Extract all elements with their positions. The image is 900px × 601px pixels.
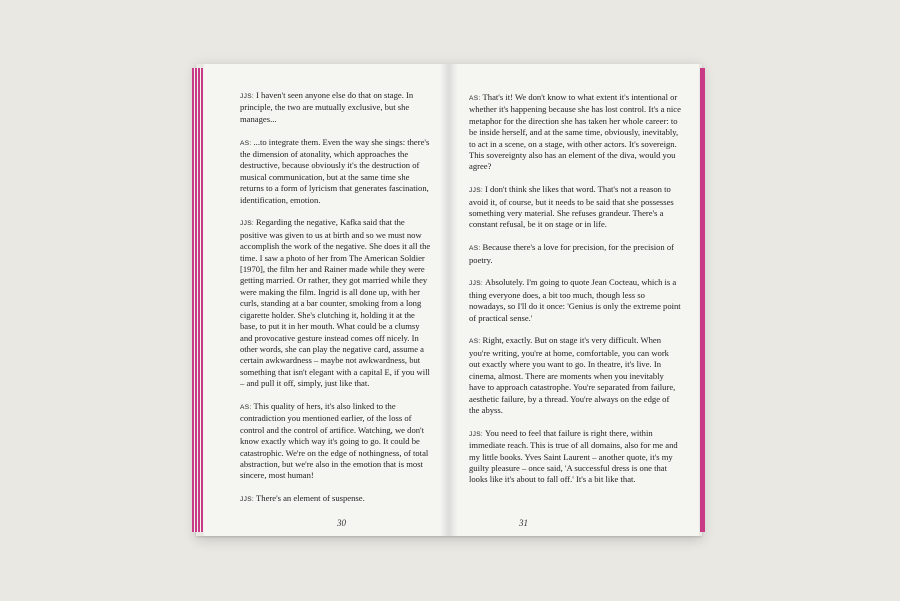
dialogue-entry [240,90,431,125]
speaker-label: JJS: [240,220,255,228]
speaker-label: AS: [469,338,481,346]
right-page [449,64,699,536]
dialogue-entry [240,493,431,505]
speaker-label: JJS: [469,280,484,288]
dialogue-entry [240,137,431,206]
dialogue-entry [469,335,681,416]
dialogue-text: Because there's a love for precision, for the precision of poetry. [469,242,675,265]
dialogue-text: There's an element of suspense. [256,493,365,504]
right-page-edge [700,68,705,532]
speaker-label: AS: [240,139,252,147]
dialogue-entry [469,428,681,486]
dialogue-text: Absolutely. I'm going to quote Jean Cocteau, which is a thing everyone does, a bit too much, though less so nowadays, so I'll do it once: 'Genius is only the extreme point of practical sense.' [469,277,681,323]
dialogue-entry [469,242,681,266]
left-page [204,64,449,536]
speaker-label: AS: [240,403,252,411]
dialogue-text: That's it! We don't know to what extent it's intentional or whether it's happening because she has lost control. It's a nice metaphor for the direction she has taken her whole career: to be inside herself, and at the same time, obviously, inevitably, to act in a scene, on a stage, with other actors. It's sovereign. This sovereignty also has an element of the diva, would you agree? [469,92,681,172]
speaker-label: JJS: [240,93,255,100]
dialogue-entry [469,184,681,231]
dialogue-text: This quality of hers, it's also linked to the contradiction you mentioned earlier, of the loss of control and the control of artifice. Watching, we don't know exactly which way it's going to go. It could be catastrophic. We're on the edge of nothingness, of total abstraction, but we're also in the emotion that is most sincere, most human! [240,400,429,481]
open-booklet [196,64,702,536]
book-gutter [440,64,458,536]
page-number: 31 [519,518,528,528]
dialogue-text: Regarding the negative, Kafka said that the positive was given to us at birth and so we must now accomplish the work of the negative. She does it all the time. I saw a photo of her from The American Soldier [1970], the film her and Rainer made while they were getting married. Or rather, they got married while they were making the film. Ingrid is all done up, with her curls, standing at a bar counter, smoking from a long cigarette holder. She's clutching it, holding it at the base, to put it in her mouth. What could be a clumsy and provocative gesture instead comes off nicely. In other words, she can play the negative card, assume a certain awkwardness – maybe not awkwardness, but something that isn't elegant with a capital E, if you will – and pull it off, simply, just like that. [240,217,431,389]
dialogue-entry [469,277,681,324]
dialogue-entry [240,401,431,482]
speaker-label: AS: [469,95,481,102]
speaker-label: AS: [469,245,481,253]
dialogue-text: ...to integrate them. Even the way she sings: there's the dimension of atonality, which approaches the destructive, because obviously it's the destruction of musical communication, but at the same time she returns to a form of lyricism that generates fascination, identification, emotion. [240,136,430,205]
dialogue-text: I don't think she likes that word. That's not a reason to avoid it, of course, but it needs to be said that she possesses something very material. She refuses grandeur. There's a constant refusal, be it on stage or in life. [469,184,674,230]
page-number: 30 [337,518,346,528]
speaker-label: JJS: [240,496,255,504]
dialogue-entry [240,217,431,389]
dialogue-entry [469,92,681,173]
dialogue-text: Right, exactly. But on stage it's very difficult. When you're writing, you're at home, comfortable, you can work out exactly where you want to go. In theatre, it's live. In cinema, almost. There are moments when you inevitably have to approach catastrophe. You're separated from failure, aesthetic failure, by a thread. You're always on the edge of the abyss. [469,335,676,415]
dialogue-text: You need to feel that failure is right there, within immediate reach. This is true of all domains, also for me and my little books. Yves Saint Laurent – another quote, it's my guilty pleasure – once said, 'A successful dress is one that looks like it's about to fall off.' It's a bit like that. [469,427,678,485]
speaker-label: JJS: [469,430,484,438]
speaker-label: JJS: [469,187,484,195]
dialogue-text: I haven't seen anyone else do that on stage. In principle, the two are mutually exclusive, but she manages... [240,90,414,124]
